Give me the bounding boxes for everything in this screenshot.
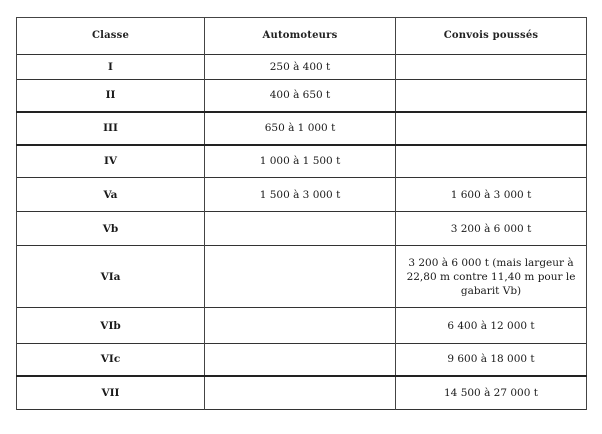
class-cell: Vb: [17, 212, 205, 246]
convois-cell: [396, 55, 587, 80]
automoteurs-cell: [205, 246, 396, 308]
header-convois: Convois poussés: [396, 18, 587, 55]
automoteurs-cell: 400 à 650 t: [205, 80, 396, 112]
class-cell: VIa: [17, 246, 205, 308]
header-classe: Classe: [17, 18, 205, 55]
header-row: [17, 18, 587, 55]
class-cell: Va: [17, 178, 205, 212]
class-cell: I: [17, 55, 205, 80]
class-cell: VIb: [17, 308, 205, 344]
table-row: [17, 308, 587, 344]
automoteurs-cell: 1 000 à 1 500 t: [205, 145, 396, 178]
table-row: [17, 178, 587, 212]
convois-cell: 6 400 à 12 000 t: [396, 308, 587, 344]
class-cell: IV: [17, 145, 205, 178]
header-automoteurs: Automoteurs: [205, 18, 396, 55]
table-row: [17, 212, 587, 246]
class-cell: III: [17, 112, 205, 145]
class-cell: VII: [17, 376, 205, 410]
class-cell: II: [17, 80, 205, 112]
automoteurs-cell: 650 à 1 000 t: [205, 112, 396, 145]
convois-cell: [396, 80, 587, 112]
automoteurs-cell: 1 500 à 3 000 t: [205, 178, 396, 212]
convois-cell: 14 500 à 27 000 t: [396, 376, 587, 410]
convois-cell: 9 600 à 18 000 t: [396, 344, 587, 376]
table-row: [17, 145, 587, 178]
table-row: [17, 55, 587, 80]
automoteurs-cell: [205, 376, 396, 410]
table-row: [17, 112, 587, 145]
automoteurs-cell: [205, 308, 396, 344]
waterway-class-table: [16, 17, 587, 410]
convois-cell: 3 200 à 6 000 t (mais largeur à 22,80 m contre 11,40 m pour le gabarit Vb): [396, 246, 587, 308]
table-row: [17, 376, 587, 410]
class-cell: VIc: [17, 344, 205, 376]
convois-cell: [396, 145, 587, 178]
table-row: [17, 344, 587, 376]
table-row: [17, 246, 587, 308]
convois-cell: 1 600 à 3 000 t: [396, 178, 587, 212]
convois-cell: [396, 112, 587, 145]
automoteurs-cell: 250 à 400 t: [205, 55, 396, 80]
table-row: [17, 80, 587, 112]
automoteurs-cell: [205, 212, 396, 246]
convois-cell: 3 200 à 6 000 t: [396, 212, 587, 246]
automoteurs-cell: [205, 344, 396, 376]
